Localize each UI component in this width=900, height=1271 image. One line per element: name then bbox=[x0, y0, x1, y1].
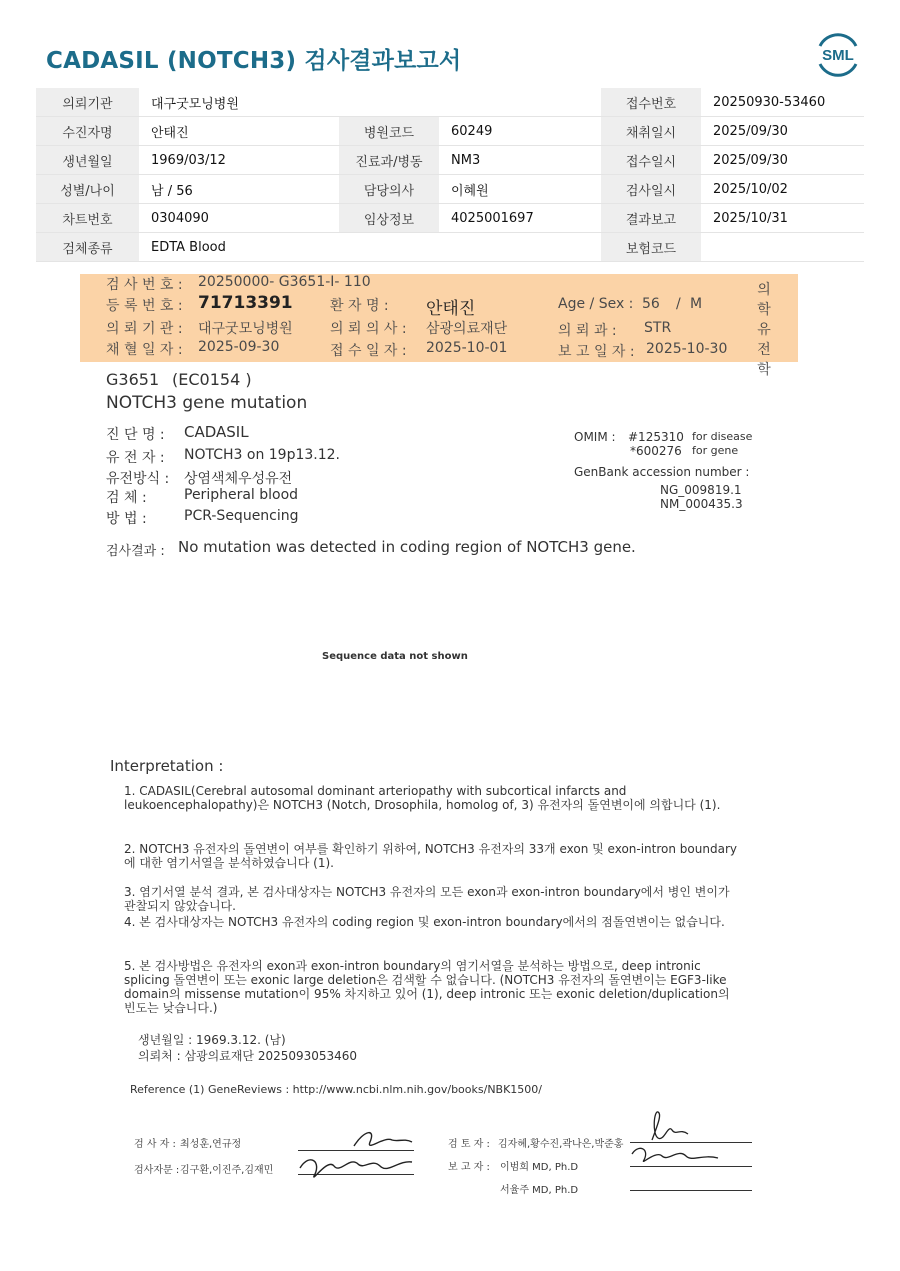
interpretation-heading: Interpretation : bbox=[110, 757, 224, 775]
band-report-date-label: 보 고 일 자 : bbox=[558, 344, 635, 360]
req-doctor-value: 삼광의료재단 bbox=[426, 321, 508, 337]
req-doctor-label: 의 뢰 의 사 : bbox=[330, 321, 407, 337]
genbank-ng: NG_009819.1 bbox=[660, 483, 742, 497]
reporter-name-1: 이범희 MD, Ph.D bbox=[500, 1162, 579, 1173]
gene-label: 유 전 자 : bbox=[106, 450, 165, 466]
hospital-label: 의뢰기관 bbox=[36, 88, 139, 117]
omim-disease-note: for disease bbox=[692, 430, 753, 443]
interp-item-2: 2. NOTCH3 유전자의 돌연변이 여부를 확인하기 위하여, NOTCH3 유전자의 33개 exon 및 exon-intron boundary에 대한 염기서열을 분석하였습니다 (1). bbox=[124, 842, 737, 870]
recv-date-value: 2025-10-01 bbox=[426, 340, 508, 356]
interp-item-1: 1. CADASIL(Cerebral autosomal dominant arteriopathy with subcortical infarcts and leukoencephalopathy)은 NOTCH3 (Notch, Drosophila, homolog of, 3) 유전자의 돌연변이에 의합니다 (1). bbox=[124, 784, 721, 812]
result-value: No mutation was detected in coding region of NOTCH3 gene. bbox=[178, 538, 636, 556]
test-name: NOTCH3 gene mutation bbox=[106, 393, 308, 413]
vertical-dept-label: 의학유전학 bbox=[757, 282, 771, 378]
org-label: 의 뢰 기 관 : bbox=[106, 321, 183, 337]
diag-value: CADASIL bbox=[184, 423, 249, 441]
reviewer-names: 김자혜,황수진,곽나은,박준홍 bbox=[498, 1139, 624, 1150]
test-code: G3651 bbox=[106, 370, 160, 389]
receipt-date-label: 접수일시 bbox=[601, 146, 701, 175]
receipt-no-label: 접수번호 bbox=[601, 88, 701, 117]
report-date-value: 2025/10/31 bbox=[701, 204, 864, 233]
recv-date-label: 접 수 일 자 : bbox=[330, 343, 407, 359]
logo-text: SML bbox=[822, 47, 854, 64]
specimen-type-value: Peripheral blood bbox=[184, 487, 299, 503]
omim-gene-note: for gene bbox=[692, 444, 739, 457]
doctor-label: 담당의사 bbox=[339, 175, 439, 204]
hosp-code-value: 60249 bbox=[439, 117, 601, 146]
dept-value: NM3 bbox=[439, 146, 601, 175]
genbank-nm: NM_000435.3 bbox=[660, 497, 743, 511]
org-value: 대구굿모닝병원 bbox=[198, 321, 293, 337]
inherit-value: 상염색체우성유전 bbox=[184, 471, 293, 487]
advisor-label: 검사자문 : bbox=[134, 1165, 180, 1176]
examiner-names: 최성훈,연규정 bbox=[180, 1139, 242, 1150]
reporter-name-2: 서율주 MD, Ph.D bbox=[500, 1185, 579, 1196]
method-value: PCR-Sequencing bbox=[184, 508, 299, 524]
sample-info-band bbox=[80, 274, 798, 378]
collect-date-label: 채취일시 bbox=[601, 117, 701, 146]
receipt-date-value: 2025/09/30 bbox=[701, 146, 864, 175]
interp-item-4: 4. 본 검사대상자는 NOTCH3 유전자의 coding region 및 exon-intron boundary에서의 점돌연변이는 없습니다. bbox=[124, 915, 725, 929]
hospital-value: 대구굿모닝병원 bbox=[139, 88, 601, 117]
band-patient-value: 안태진 bbox=[426, 299, 476, 319]
interp-item-3: 3. 염기서열 분석 결과, 본 검사대상자는 NOTCH3 유전자의 모든 exon과 exon-intron boundary에서 병인 변이가 관찰되지 않았습니다. bbox=[124, 885, 730, 913]
scanned-report bbox=[80, 270, 800, 1270]
specimen-value: EDTA Blood bbox=[139, 233, 601, 262]
specimen-label: 검체종류 bbox=[36, 233, 139, 262]
reviewer-signature bbox=[628, 1104, 738, 1174]
patient-info-table bbox=[36, 88, 864, 262]
test-date-value: 2025/10/02 bbox=[701, 175, 864, 204]
omim-disease-id: #125310 bbox=[628, 430, 684, 444]
band-dept-label: 의 뢰 과 : bbox=[558, 323, 617, 339]
advisor-names: 김구환,이진주,김재민 bbox=[180, 1165, 274, 1176]
patient-label: 수진자명 bbox=[36, 117, 139, 146]
sequence-note: Sequence data not shown bbox=[322, 651, 468, 662]
page-title: CADASIL (NOTCH3) 검사결과보고서 bbox=[46, 48, 462, 74]
omim-label: OMIM : bbox=[574, 430, 616, 444]
inherit-label: 유전방식 : bbox=[106, 471, 170, 487]
examiner-label: 검 사 자 : bbox=[134, 1139, 176, 1150]
draw-date-label: 채 혈 일 자 : bbox=[106, 342, 183, 358]
agesex-sep: / bbox=[676, 296, 681, 312]
clinical-label: 임상정보 bbox=[339, 204, 439, 233]
draw-date-value: 2025-09-30 bbox=[198, 339, 280, 355]
collect-date-value: 2025/09/30 bbox=[701, 117, 864, 146]
result-label: 검사결과 : bbox=[106, 544, 165, 559]
chart-no-label: 차트번호 bbox=[36, 204, 139, 233]
patient-value: 안태진 bbox=[139, 117, 339, 146]
clinical-value: 4025001697 bbox=[439, 204, 601, 233]
test-no-label: 검 사 번 호 : bbox=[106, 277, 183, 293]
receipt-no-value: 20250930-53460 bbox=[701, 88, 864, 117]
reporter-label: 보 고 자 : bbox=[448, 1162, 490, 1173]
diag-label: 진 단 명 : bbox=[106, 427, 165, 443]
gene-value: NOTCH3 on 19p13.12. bbox=[184, 447, 341, 463]
dob-line: 생년월일 : 1969.3.12. (남) bbox=[138, 1033, 286, 1047]
chart-no-value: 0304090 bbox=[139, 204, 339, 233]
sex-age-label: 성별/나이 bbox=[36, 175, 139, 204]
reference-line: Reference (1) GeneReviews : http://www.ncbi.nlm.nih.gov/books/NBK1500/ bbox=[130, 1083, 543, 1096]
requester-line: 의뢰처 : 삼광의료재단 2025093053460 bbox=[138, 1049, 358, 1063]
dept-label: 진료과/병동 bbox=[339, 146, 439, 175]
test-no-value: 20250000- G3651-I- 110 bbox=[198, 274, 371, 290]
sex-value: M bbox=[690, 296, 703, 312]
doctor-value: 이혜원 bbox=[439, 175, 601, 204]
insurance-label: 보험코드 bbox=[601, 233, 701, 262]
dob-label: 생년월일 bbox=[36, 146, 139, 175]
examiner-signature bbox=[294, 1122, 434, 1188]
reg-no-label: 등 록 번 호 : bbox=[106, 298, 183, 314]
dob-value: 1969/03/12 bbox=[139, 146, 339, 175]
reviewer-label: 검 토 자 : bbox=[448, 1139, 490, 1150]
band-report-date-value: 2025-10-30 bbox=[646, 341, 728, 357]
band-dept-value: STR bbox=[644, 320, 672, 336]
test-subcode: (EC0154 ) bbox=[172, 370, 252, 389]
genbank-label: GenBank accession number : bbox=[574, 465, 750, 479]
agesex-label: Age / Sex : bbox=[558, 296, 634, 312]
reporter-2-signature-line bbox=[630, 1190, 752, 1191]
test-date-label: 검사일시 bbox=[601, 175, 701, 204]
sml-logo-icon bbox=[812, 28, 864, 80]
method-label: 방 법 : bbox=[106, 511, 147, 527]
insurance-value bbox=[701, 233, 864, 262]
band-patient-label: 환 자 명 : bbox=[330, 298, 389, 314]
report-date-label: 결과보고 bbox=[601, 204, 701, 233]
reg-no-value: 71713391 bbox=[198, 293, 293, 313]
interp-item-5: 5. 본 검사방법은 유전자의 exon과 exon-intron boundary의 염기서열을 분석하는 방법으로, deep intronic splicing 돌연변이 또는 exonic large deletion은 검색할 수 없습니다. (NOTCH3 유전자의 돌연변이는 EGF3-like domain의 missense mutation이 95% 차지하고 있어 (1), deep intronic 또는 exonic deletion/duplication의 빈도는 낮습니다.) bbox=[124, 959, 730, 1015]
hosp-code-label: 병원코드 bbox=[339, 117, 439, 146]
specimen-type-label: 검 체 : bbox=[106, 490, 147, 506]
sex-age-value: 남 / 56 bbox=[139, 175, 339, 204]
age-value: 56 bbox=[642, 296, 660, 312]
omim-gene-id: *600276 bbox=[630, 444, 682, 458]
